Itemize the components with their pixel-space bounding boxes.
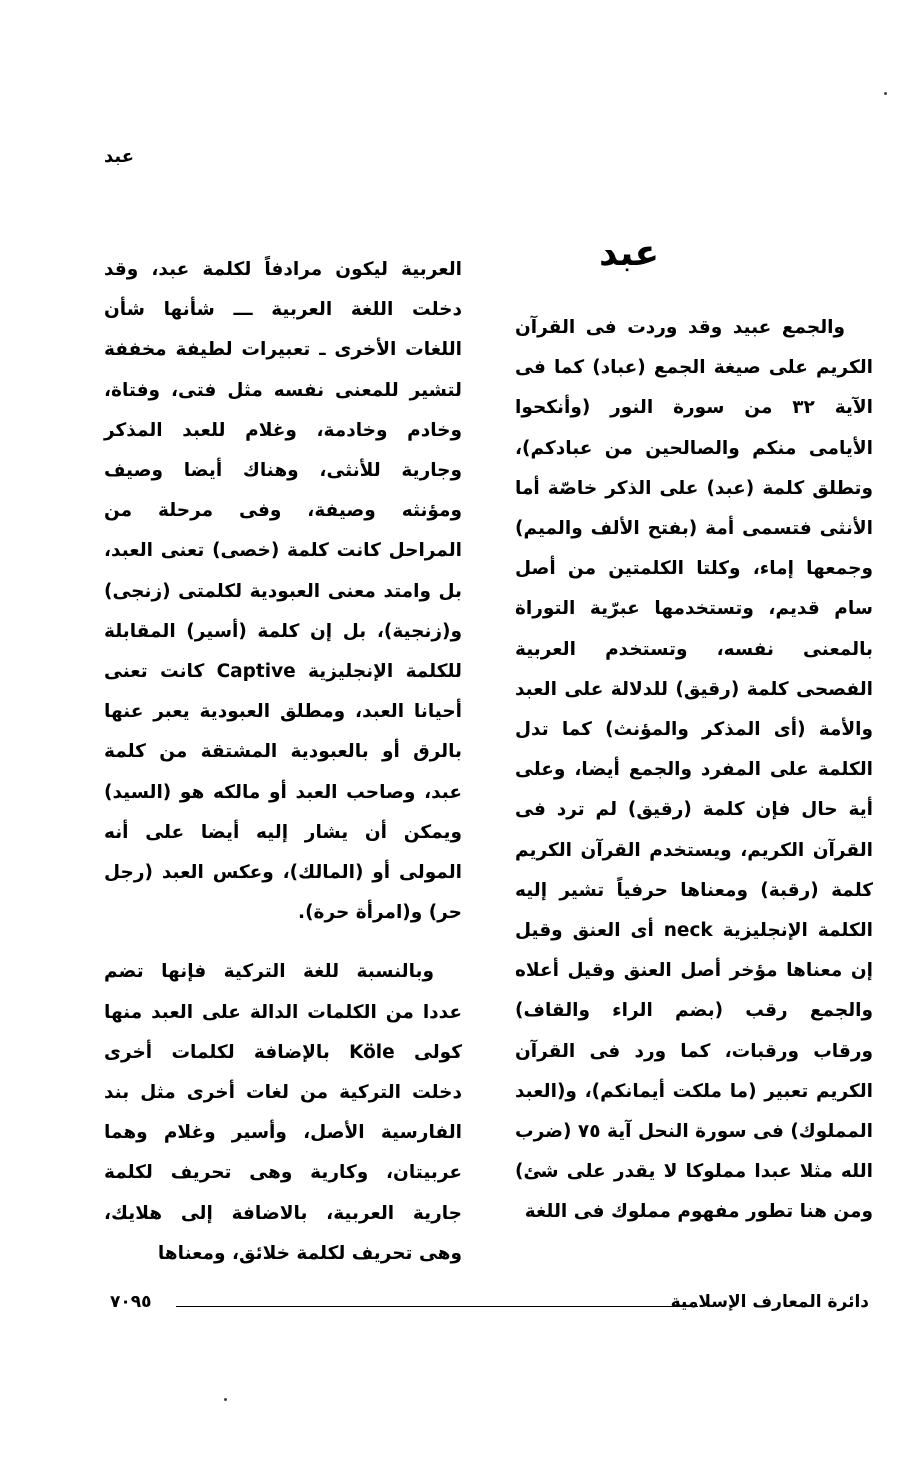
scan-speck	[224, 1398, 227, 1401]
left-column-paragraph-1: العربية ليكون مرادفاً لكلمة عبد، وقد دخلت اللغة العربية ـــ شأنها شأن اللغات الأخرى ـ تعبيرات لطيفة مخففة لتشير للمعنى نفسه مثل فتى، وفتاة، وخادم وخادمة، وغلام للعبد المذكر وجارية للأنثى، وهناك أيضا وصيف ومؤنثه وصيفة، وفى مرحلة من المراحل كانت كلمة (خصى) تعنى العبد، بل وامتد معنى العبودية لكلمتى (زنجى) و(زنجية)، بل إن كلمة (أسير) المقابلة للكلمة الإنجليزية Captive كانت تعنى أحيانا العبد، ومطلق العبودية يعبر عنها بالرق أو بالعبودية المشتقة من كلمة عبد، وصاحب العبد أو مالكه هو (السيد) ويمكن أن يشار إليه أيضا على أنه المولى أو (المالك)، وعكس العبد (رجل حر) و(امرأة حرة).	[104, 259, 462, 924]
footer-publication-title: دائرة المعارف الإسلامية	[670, 1292, 869, 1312]
running-head: عبد	[104, 146, 135, 167]
left-column	[104, 250, 462, 1274]
page-number: ٧٠٩٥	[110, 1292, 152, 1312]
scan-speck	[884, 92, 887, 95]
entry-title: عبد	[598, 233, 660, 274]
right-column-paragraph: والجمع عبيد وقد وردت فى القرآن الكريم على صيغة الجمع (عباد) كما فى الآية ٣٢ من سورة النور (وأنكحوا الأيامى منكم والصالحين من عبادكم)، وتطلق كلمة (عبد) على الذكر خاصّة أما الأنثى فتسمى أمة (بفتح الألف والميم) وجمعها إماء، وكلتا الكلمتين من أصل سام قديم، وتستخدمها عبرّية التوراة بالمعنى نفسه، وتستخدم العربية الفصحى كلمة (رقيق) للدلالة على العبد والأمة (أى المذكر والمؤنث) كما تدل الكلمة على المفرد والجمع أيضا، وعلى أية حال فإن كلمة (رقيق) لم ترد فى القرآن الكريم، ويستخدم القرآن الكريم كلمة (رقبة) ومعناها حرفياً تشير إليه الكلمة الإنجليزية neck أى العنق وقيل إن معناها مؤخر أصل العنق وقيل أعلاه والجمع رقب (بضم الراء والقاف) ورقاب ورقبات، كما ورد فى القرآن الكريم تعبير (ما ملكت أيمانكم)، و(العبد المملوك) فى سورة النحل آية ٧٥ (ضرب الله مثلا عبدا مملوكا لا يقدر على شئ) ومن هنا تطور مفهوم مملوك فى اللغة	[515, 317, 873, 1223]
left-column-paragraph-2: وبالنسبة للغة التركية فإنها تضم عددا من الكلمات الدالة على العبد منها كولى Köle بالإضافة لكلمات أخرى دخلت التركية من لغات أخرى مثل بند الفارسية الأصل، وأسير وغلام وهما عربيتان، وكارية وهى تحريف لكلمة جارية العربية، بالاضافة إلى هلايك، وهى تحريف لكلمة خلائق، ومعناها	[104, 961, 462, 1264]
footer-rule	[176, 1306, 698, 1307]
right-column	[515, 308, 873, 1233]
